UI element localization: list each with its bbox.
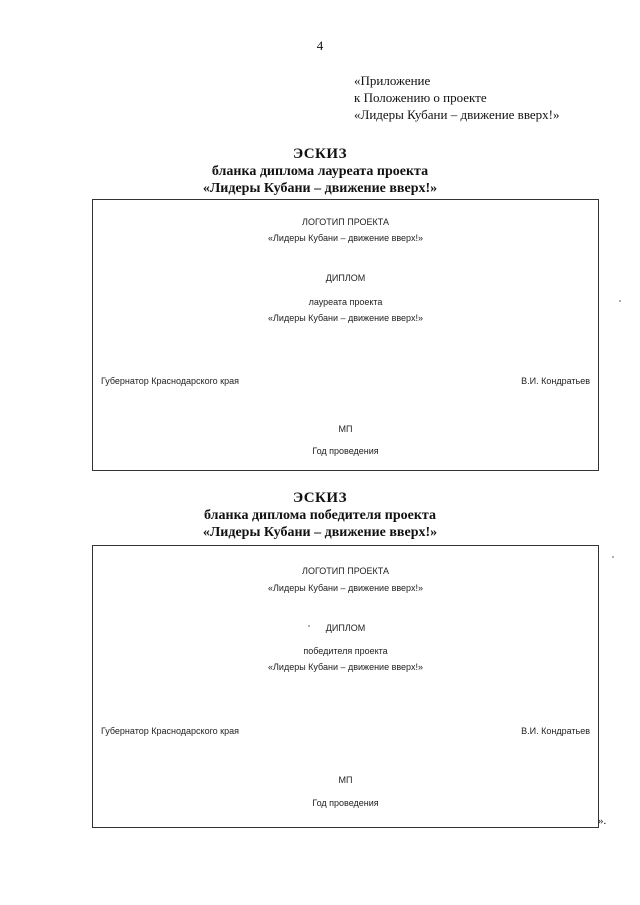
appendix-header — [354, 72, 560, 123]
diploma-role: победителя проекта — [303, 646, 388, 656]
sketch1-heading — [0, 146, 640, 197]
closing-quote: ». — [598, 815, 607, 827]
governor-title: Губернатор Краснодарского края — [101, 376, 239, 386]
sketch2-title: ЭСКИЗ — [293, 490, 347, 506]
appendix-line-3: «Лидеры Кубани – движение вверх!» — [354, 107, 560, 122]
appendix-line-1: «Приложение — [354, 73, 431, 88]
page-number: 4 — [316, 38, 324, 53]
sketch2-subtitle: бланка диплома победителя проекта — [204, 508, 436, 523]
diploma-role-project: «Лидеры Кубани – движение вверх!» — [268, 662, 423, 672]
sketch2-heading — [0, 490, 640, 541]
diploma-role: лауреата проекта — [308, 297, 383, 307]
governor-title: Губернатор Краснодарского края — [101, 726, 239, 736]
sketch1-title: ЭСКИЗ — [293, 146, 347, 162]
sketch2-project: «Лидеры Кубани – движение вверх!» — [202, 525, 438, 540]
year-label: Год проведения — [312, 798, 379, 808]
logo-project: «Лидеры Кубани – движение вверх!» — [268, 233, 423, 243]
laureate-diploma-frame — [92, 199, 599, 471]
year-label: Год проведения — [312, 446, 379, 456]
scan-speck — [619, 300, 621, 302]
winner-diploma-frame — [92, 545, 599, 828]
diploma-label: ДИПЛОМ — [325, 273, 366, 283]
appendix-line-2: к Положению о проекте — [354, 90, 487, 105]
logo-label: ЛОГОТИП ПРОЕКТА — [302, 566, 389, 576]
logo-project: «Лидеры Кубани – движение вверх!» — [268, 583, 423, 593]
diploma-label: ДИПЛОМ — [325, 623, 366, 633]
diploma-role-project: «Лидеры Кубани – движение вверх!» — [268, 313, 423, 323]
signature-name: В.И. Кондратьев — [521, 726, 590, 736]
seal-label: МП — [338, 775, 353, 785]
sketch1-project: «Лидеры Кубани – движение вверх!» — [202, 181, 438, 196]
scan-speck — [612, 556, 614, 558]
seal-label: МП — [338, 424, 353, 434]
logo-label: ЛОГОТИП ПРОЕКТА — [302, 217, 389, 227]
signature-name: В.И. Кондратьев — [521, 376, 590, 386]
sketch1-subtitle: бланка диплома лауреата проекта — [211, 164, 429, 179]
scan-speck — [308, 625, 310, 627]
